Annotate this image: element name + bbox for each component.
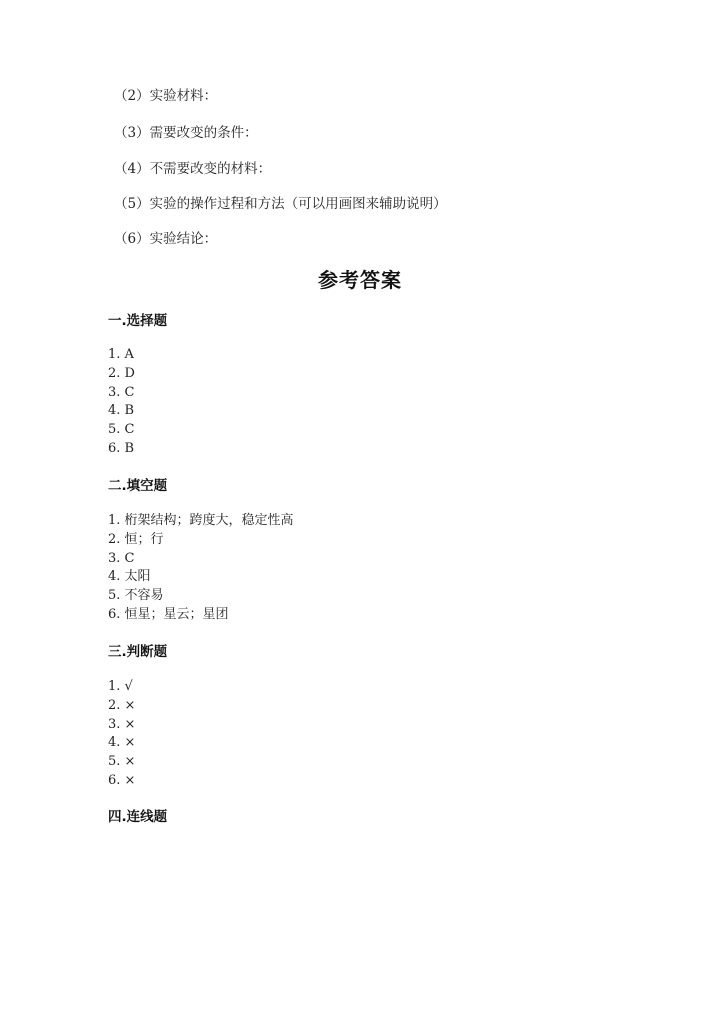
answer-item: 4. × [108,735,136,751]
answer-item: 2. × [108,697,136,713]
answer-list-multiple-choice [108,346,135,459]
answer-item: 4. 太阳 [108,569,151,585]
answer-item: 5. C [108,422,135,438]
answer-item: 6. × [108,772,136,788]
answer-item: 1. A [108,347,134,362]
answer-item: 2. 恒；行 [108,531,164,547]
answer-item: 1. √ [108,679,133,694]
answer-item: 3. × [108,716,136,732]
answer-item: 1. 桁架结构；跨度大，稳定性高 [108,513,294,528]
question-item-changed-condition: （3）需要改变的条件： [114,125,258,141]
answer-item: 5. 不容易 [108,588,164,604]
question-item-conclusion: （6）实验结论： [114,231,218,247]
question-item-unchanged-materials: （4）不需要改变的材料： [114,161,272,177]
answer-key-title: 参考答案 [318,268,402,292]
answer-item: 6. B [108,440,135,456]
answer-item: 3. C [108,550,135,566]
section-heading-multiple-choice: 一.选择题 [108,313,168,329]
section-heading-matching: 四.连线题 [108,809,168,825]
question-item-materials: （2）实验材料： [114,88,218,104]
answer-item: 5. × [108,754,136,770]
section-heading-fill-in: 二.填空题 [108,478,168,494]
answer-item: 3. C [108,384,135,400]
question-item-procedure: （5）实验的操作过程和方法（可以用画图来辅助说明） [114,196,447,212]
answer-item: 2. D [108,365,135,381]
section-heading-true-false: 三.判断题 [108,644,168,660]
answer-list-fill-in [108,512,294,625]
answer-list-true-false [108,678,135,791]
answer-item: 4. B [108,403,135,419]
answer-item: 6. 恒星；星云；星团 [108,606,229,622]
